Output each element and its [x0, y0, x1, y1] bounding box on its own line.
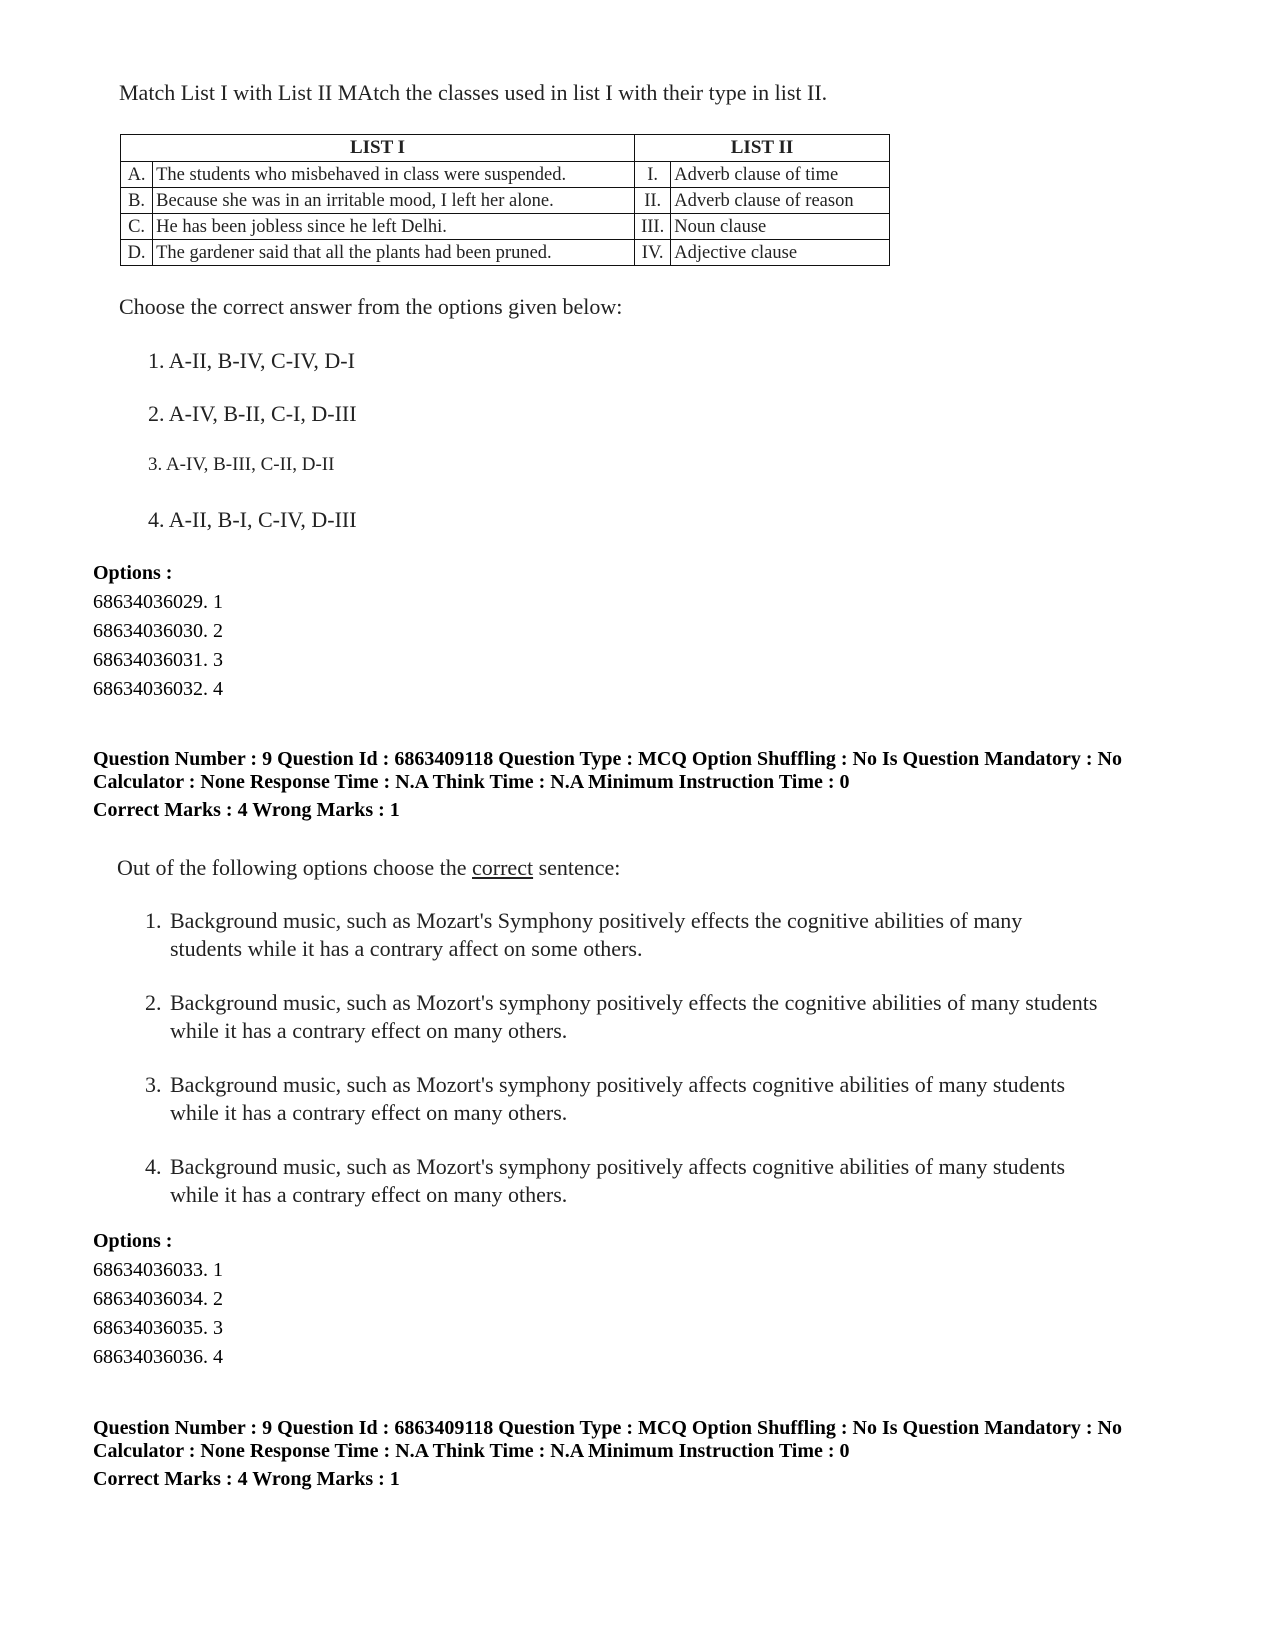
- match-table: [120, 134, 890, 266]
- row-key: C.: [121, 214, 153, 240]
- meta-line: Calculator : None Response Time : N.A Think Time : N.A Minimum Instruction Time : 0: [93, 1440, 850, 1462]
- meta-line: Calculator : None Response Time : N.A Think Time : N.A Minimum Instruction Time : 0: [93, 771, 850, 793]
- question-a-prompt: Match List I with List II MAtch the classes used in list I with their type in list II.: [119, 80, 828, 105]
- option-id: 68634036030. 2: [93, 620, 223, 642]
- meta-line: Question Number : 9 Question Id : 6863409118 Question Type : MCQ Option Shuffling : No Is Question Mandatory : No: [93, 748, 1122, 770]
- list-2-header: LIST II: [635, 135, 890, 162]
- answer-choice: 1. A-II, B-IV, C-IV, D-I: [148, 348, 355, 373]
- option-id: 68634036033. 1: [93, 1259, 223, 1281]
- answer-choice: 2. A-IV, B-II, C-I, D-III: [148, 401, 357, 426]
- option-id: 68634036029. 1: [93, 591, 223, 613]
- question-b-prompt: Out of the following options choose the correct sentence:: [117, 855, 621, 880]
- list-1-item: The students who misbehaved in class were suspended.: [153, 162, 635, 188]
- row-roman: I.: [635, 162, 671, 188]
- answer-choice: 4. A-II, B-I, C-IV, D-III: [148, 507, 357, 532]
- list-2-item: Noun clause: [671, 214, 890, 240]
- row-roman: III.: [635, 214, 671, 240]
- meta-line: Correct Marks : 4 Wrong Marks : 1: [93, 799, 400, 821]
- meta-line: Question Number : 9 Question Id : 6863409118 Question Type : MCQ Option Shuffling : No Is Question Mandatory : No: [93, 1417, 1122, 1439]
- option-id: 68634036032. 4: [93, 678, 223, 700]
- question-meta: [93, 1417, 1122, 1491]
- table-row: [121, 240, 890, 266]
- sentence-choice: 4. Background music, such as Mozort's symphony positively affects cognitive abilities of many students while it has a contrary effect on many others.: [145, 1154, 1066, 1207]
- list-1-item: The gardener said that all the plants had been pruned.: [153, 240, 635, 266]
- sentence-choice: 2. Background music, such as Mozort's symphony positively effects the cognitive abilities of many students while it has a contrary effect on many others.: [145, 990, 1098, 1043]
- list-1-item: Because she was in an irritable mood, I left her alone.: [153, 188, 635, 214]
- row-roman: IV.: [635, 240, 671, 266]
- underlined-word: correct: [472, 855, 534, 880]
- option-id: 68634036031. 3: [93, 649, 223, 671]
- sentence-choice: 3. Background music, such as Mozort's symphony positively affects cognitive abilities of many students while it has a contrary effect on many others.: [145, 1072, 1066, 1125]
- match-table-header: [121, 135, 890, 162]
- row-roman: II.: [635, 188, 671, 214]
- list-2-item: Adverb clause of time: [671, 162, 890, 188]
- meta-line: Correct Marks : 4 Wrong Marks : 1: [93, 1468, 400, 1490]
- table-row: [121, 188, 890, 214]
- list-2-item: Adverb clause of reason: [671, 188, 890, 214]
- list-2-item: Adjective clause: [671, 240, 890, 266]
- question-meta: [93, 748, 1122, 822]
- option-id: 68634036035. 3: [93, 1317, 223, 1339]
- row-key: B.: [121, 188, 153, 214]
- options-label: Options :: [93, 1230, 173, 1252]
- row-key: A.: [121, 162, 153, 188]
- row-key: D.: [121, 240, 153, 266]
- answer-instruction: Choose the correct answer from the options given below:: [119, 294, 623, 319]
- sentence-choice: 1. Background music, such as Mozart's Symphony positively effects the cognitive abilities of many students while it has a contrary affect on some others.: [145, 908, 1023, 961]
- list-1-item: He has been jobless since he left Delhi.: [153, 214, 635, 240]
- option-id: 68634036036. 4: [93, 1346, 223, 1368]
- option-id: 68634036034. 2: [93, 1288, 223, 1310]
- answer-choice: 3. A-IV, B-III, C-II, D-II: [148, 454, 335, 475]
- table-row: [121, 162, 890, 188]
- table-row: [121, 214, 890, 240]
- list-1-header: LIST I: [121, 135, 635, 162]
- options-label: Options :: [93, 562, 173, 584]
